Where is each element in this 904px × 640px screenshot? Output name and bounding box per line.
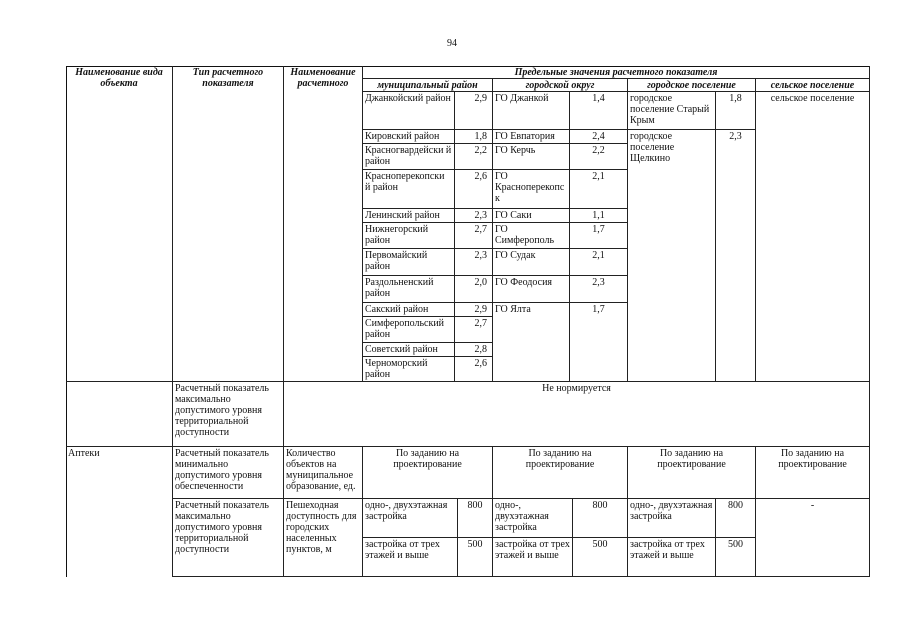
- city-district-value: 1,7: [570, 303, 628, 382]
- city-district-name: ГО Феодосия: [493, 276, 570, 303]
- district-name: Кировский район: [363, 130, 455, 144]
- rural-dash: -: [756, 499, 870, 577]
- district-value: 2,7: [455, 317, 493, 343]
- accessibility-indicator-type: Расчетный показатель максимально допустимого уровня территориальной доступности: [173, 382, 284, 447]
- district-name: Советский район: [363, 343, 455, 357]
- header-city-district: городской округ: [493, 79, 628, 92]
- district-name: Нижнегорский район: [363, 223, 455, 249]
- header-rural-settlement: сельское поселение: [756, 79, 870, 92]
- urban-high-rise: застройка от трех этажей и выше: [628, 538, 716, 577]
- district-value: 2,0: [455, 276, 493, 303]
- page-number: 94: [447, 38, 457, 49]
- district-name: Сакский район: [363, 303, 455, 317]
- district-name: Джанкойский район: [363, 92, 455, 130]
- district-name: Симферопольский район: [363, 317, 455, 343]
- urban-settlement-value: 1,8: [716, 92, 756, 130]
- pharmacy-provision-type: Расчетный показатель минимально допустимого уровня обеспеченности: [173, 447, 284, 499]
- rural-design-task: По заданию на проектирование: [756, 447, 870, 499]
- district-value: 2,7: [455, 223, 493, 249]
- district-value: 2,3: [455, 249, 493, 276]
- city-district-value: 1,7: [570, 223, 628, 249]
- urban-high-rise-value: 500: [716, 538, 756, 577]
- rural-settlement-cell: сельское поселение: [756, 92, 870, 382]
- city-design-task: По заданию на проектирование: [493, 447, 628, 499]
- urban-low-rise: одно-, двухэтажная застройка: [628, 499, 716, 538]
- pharmacy-count-name: Количество объектов на муниципальное образование, ед.: [284, 447, 363, 499]
- district-value: 2,9: [455, 303, 493, 317]
- district-name: Раздольненский район: [363, 276, 455, 303]
- city-district-name: ГО Ялта: [493, 303, 570, 382]
- city-district-value: 2,2: [570, 144, 628, 170]
- city-district-name: ГО Евпатория: [493, 130, 570, 144]
- city-district-value: 2,1: [570, 170, 628, 209]
- urban-settlement-value: 2,3: [716, 130, 756, 382]
- city-district-name: ГО Саки: [493, 209, 570, 223]
- district-name: Черноморский район: [363, 357, 455, 382]
- district-value: 2,6: [455, 357, 493, 382]
- header-object-type: Наименование вида объекта: [66, 66, 173, 382]
- pharmacy-walking-name: Пешеходная доступность для городских населенных пунктов, м: [284, 499, 363, 577]
- blank-cell: [66, 382, 173, 447]
- city-low-rise: одно-, двухэтажная застройка: [493, 499, 573, 538]
- city-low-rise-value: 800: [573, 499, 628, 538]
- district-name: Первомайский район: [363, 249, 455, 276]
- city-district-value: 2,1: [570, 249, 628, 276]
- urban-low-rise-value: 800: [716, 499, 756, 538]
- city-high-rise-value: 500: [573, 538, 628, 577]
- city-high-rise: застройка от трех этажей и выше: [493, 538, 573, 577]
- header-indicator-type: Тип расчетного показателя: [173, 66, 284, 382]
- municipal-design-task: По заданию на проектирование: [363, 447, 493, 499]
- district-value: 1,8: [455, 130, 493, 144]
- city-district-name: ГО Судак: [493, 249, 570, 276]
- municipal-low-rise: одно-, двухэтажная застройка: [363, 499, 458, 538]
- not-regulated-cell: Не нормируется: [284, 382, 870, 447]
- header-municipal-district: муниципальный район: [363, 79, 493, 92]
- pharmacy-label: Аптеки: [66, 447, 173, 577]
- district-value: 2,6: [455, 170, 493, 209]
- district-name: Ленинский район: [363, 209, 455, 223]
- municipal-high-rise-value: 500: [458, 538, 493, 577]
- city-district-value: 1,1: [570, 209, 628, 223]
- city-district-name: ГО Красноперекопс к: [493, 170, 570, 209]
- district-name: Красногвардейски й район: [363, 144, 455, 170]
- municipal-low-rise-value: 800: [458, 499, 493, 538]
- pharmacy-accessibility-type: Расчетный показатель максимально допустимого уровня территориальной доступности: [173, 499, 284, 577]
- city-district-value: 2,4: [570, 130, 628, 144]
- city-district-name: ГО Керчь: [493, 144, 570, 170]
- district-value: 2,9: [455, 92, 493, 130]
- header-limit-values: Предельные значения расчетного показателя: [363, 66, 870, 79]
- urban-design-task: По заданию на проектирование: [628, 447, 756, 499]
- header-urban-settlement: городское поселение: [628, 79, 756, 92]
- city-district-name: ГО Симферополь: [493, 223, 570, 249]
- municipal-high-rise: застройка от трех этажей и выше: [363, 538, 458, 577]
- district-name: Красноперекопски й район: [363, 170, 455, 209]
- urban-settlement-name: городское поселение Старый Крым: [628, 92, 716, 130]
- city-district-name: ГО Джанкой: [493, 92, 570, 130]
- district-value: 2,3: [455, 209, 493, 223]
- header-indicator-name: Наименование расчетного: [284, 66, 363, 382]
- city-district-value: 1,4: [570, 92, 628, 130]
- urban-settlement-name: городское поселение Щелкино: [628, 130, 716, 382]
- city-district-value: 2,3: [570, 276, 628, 303]
- district-value: 2,8: [455, 343, 493, 357]
- district-value: 2,2: [455, 144, 493, 170]
